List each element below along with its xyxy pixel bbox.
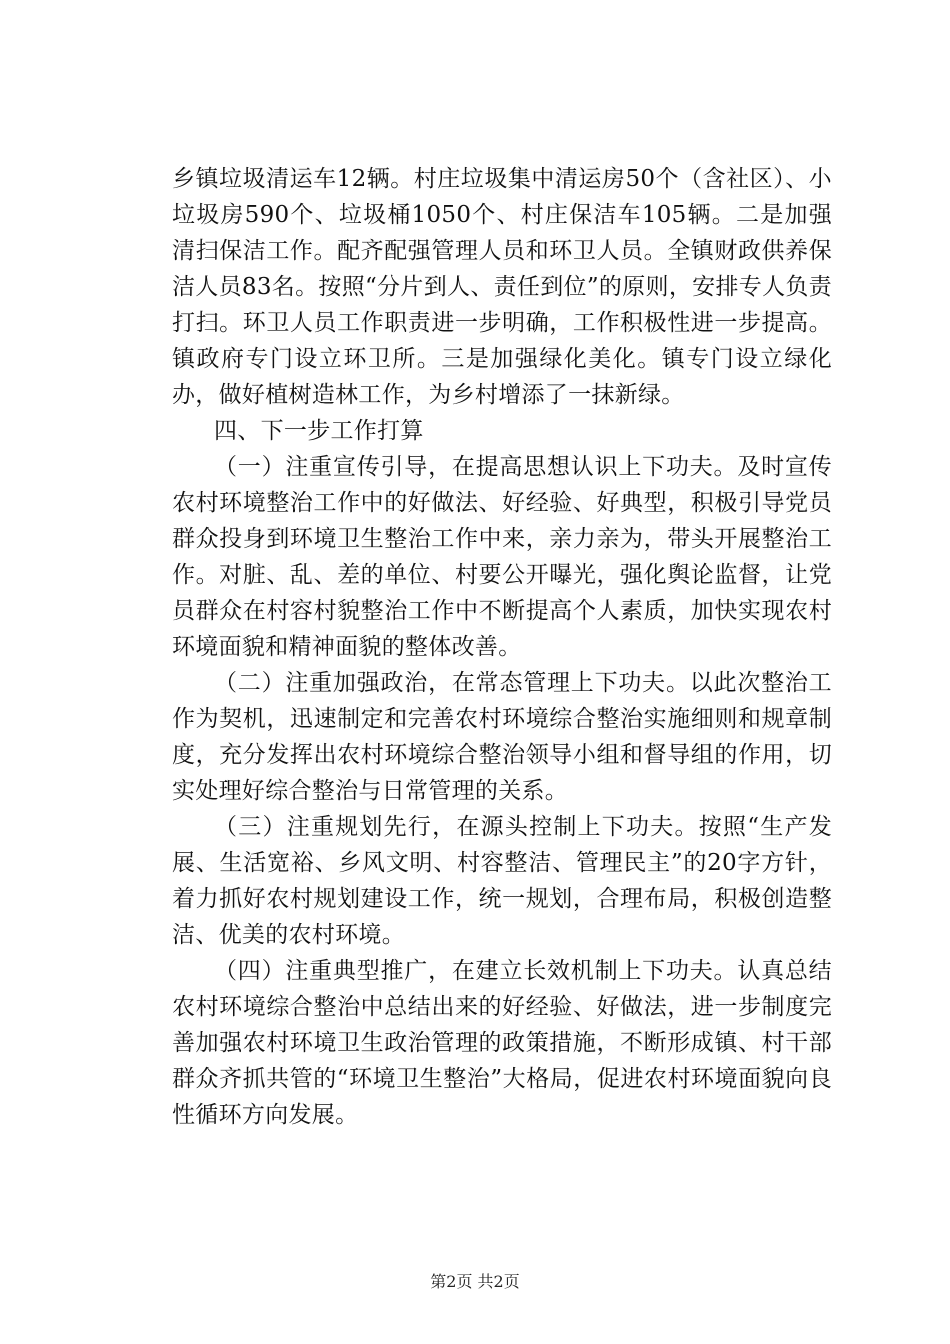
paragraph-long-term-mechanism: （四）注重典型推广，在建立长效机制上下功夫。认真总结农村环境综合整治中总结出来的好经验、好做法，进一步制度完善加强农村环境卫生政治管理的政策措施，不断形成镇、村干部群众齐抓共管的“环境卫生整治”大格局，促进农村环境面貌向良性循环方向发展。 [172,958,832,1128]
document-body [172,161,832,1133]
page-total: 共2页 [477,1272,520,1291]
page-footer [0,1271,950,1293]
paragraph-planning-first: （三）注重规划先行，在源头控制上下功夫。按照“生产发展、生活宽裕、乡风文明、村容整洁、管理民主”的20字方针，着力抓好农村规划建设工作，统一规划，合理布局，积极创造整洁、优美的农村环境。 [172,814,832,948]
paragraph-sanitation-facilities: 乡镇垃圾清运车12辆。村庄垃圾集中清运房50个（含社区）、小垃圾房590个、垃圾桶1050个、村庄保洁车105辆。二是加强清扫保洁工作。配齐配强管理人员和环卫人员。全镇财政供养保洁人员83名。按照“分片到人、责任到位”的原则，安排专人负责打扫。环卫人员工作职责进一步明确，工作积极性进一步提高。镇政府专门设立环卫所。三是加强绿化美化。镇专门设立绿化办，做好植树造林工作，为乡村增添了一抹新绿。 [172,166,832,408]
section-heading-next-steps: 四、下一步工作打算 [214,418,424,444]
page-number: 第2页 [430,1272,473,1291]
paragraph-publicity-guidance: （一）注重宣传引导，在提高思想认识上下功夫。及时宣传农村环境整治工作中的好做法、好经验、好典型，积极引导党员群众投身到环境卫生整治工作中来，亲力亲为，带头开展整治工作。对脏、乱、差的单位、村要公开曝光，强化舆论监督，让党员群众在村容村貌整治工作中不断提高个人素质，加快实现农村环境面貌和精神面貌的整体改善。 [172,454,832,660]
paragraph-regular-management: （二）注重加强政治，在常态管理上下功夫。以此次整治工作为契机，迅速制定和完善农村环境综合整治实施细则和规章制度，充分发挥出农村环境综合整治领导小组和督导组的作用，切实处理好综合整治与日常管理的关系。 [172,670,832,804]
